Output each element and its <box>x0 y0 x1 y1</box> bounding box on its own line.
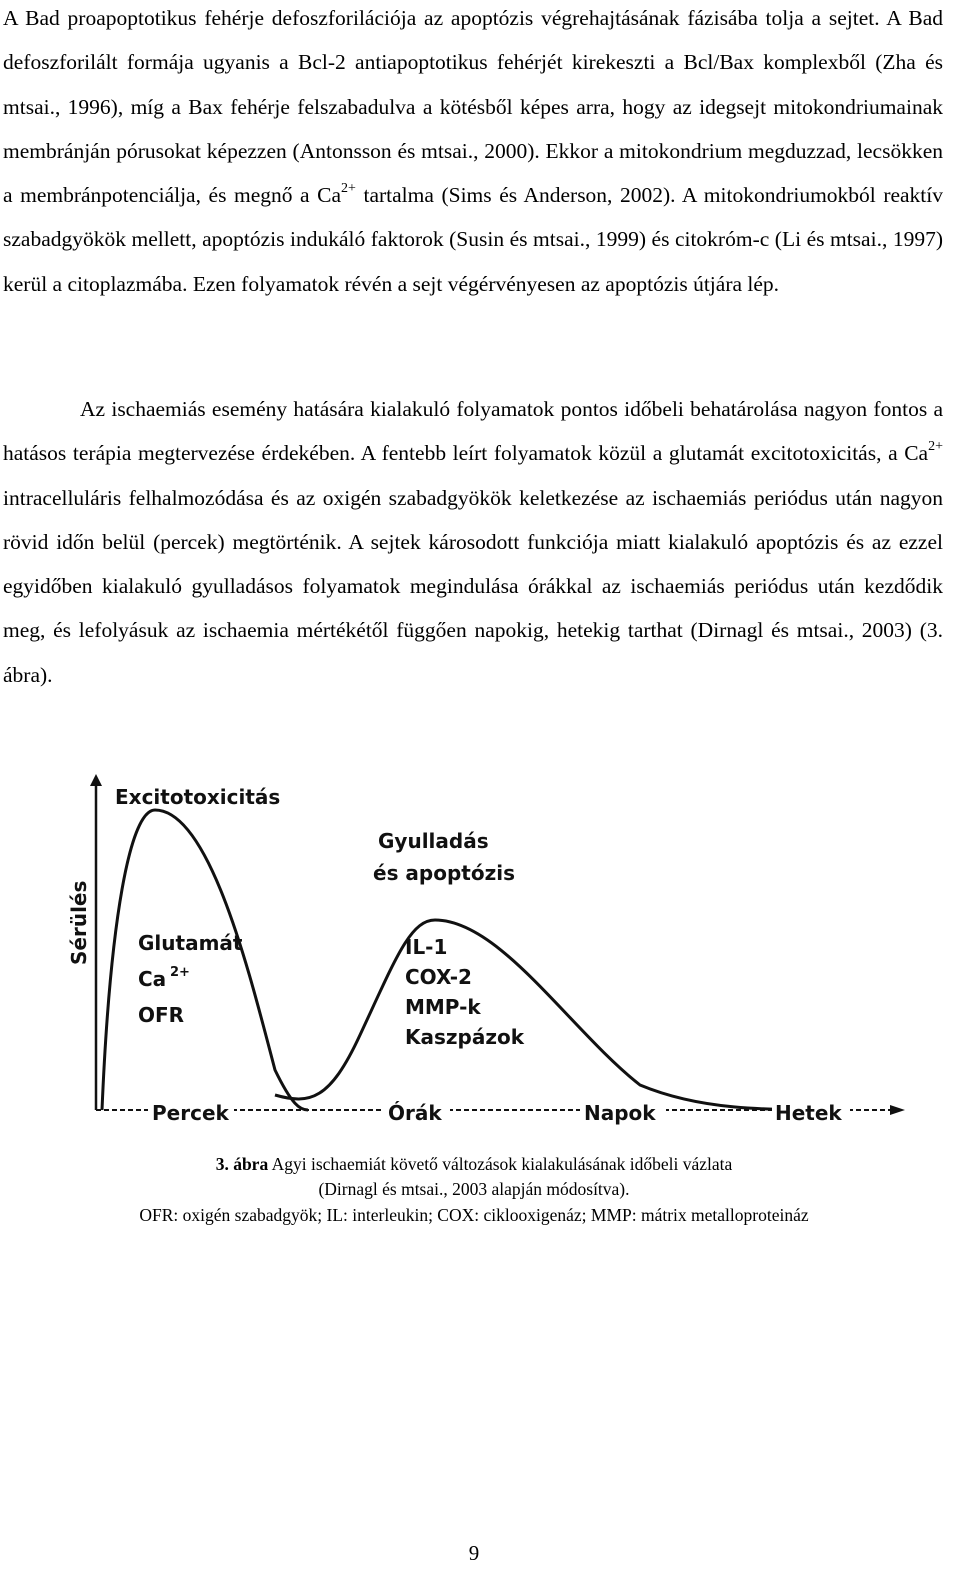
curve1-item-superscript: 2+ <box>170 965 190 980</box>
paragraph-apoptosis <box>3 0 943 306</box>
figure-abbreviations: OFR: oxigén szabadgyök; IL: interleukin; COX: ciklooxigenáz; MMP: mátrix metalloproteináz <box>139 1205 809 1225</box>
figure-source: (Dirnagl és mtsai., 2003 alapján módosítva). <box>318 1179 630 1199</box>
inflammation-curve <box>275 920 850 1110</box>
figure-number: 3. ábra <box>215 1154 269 1174</box>
curve2-title-line1: Gyulladás <box>378 829 489 853</box>
curve1-item-glutamate: Glutamát <box>138 931 243 955</box>
x-label-hours: Órák <box>388 1101 442 1125</box>
paragraph-text: A Bad proapoptotikus fehérje defoszforilációja az apoptózis végrehajtásának fázisába tolja a sejtet. A Bad defoszforilált formája ugyanis a Bcl-2 antiapoptotikus fehérjét kirekeszti a Bcl/Bax komplexből (Zha és mtsai., 1996), míg a Bax fehérje felszabadulva a kötésből képes arra, hogy az idegsejt mitokondriumainak membránján pórusokat képezzen (Antonsson és mtsai., 2000). Ekkor a mitokondrium megduzzad, lecsökken a membránpotenciálja, és megnő a Ca <box>3 6 943 208</box>
y-axis-arrow <box>90 774 102 786</box>
x-label-weeks: Hetek <box>775 1101 842 1125</box>
curve1-item-ofr: OFR <box>138 1003 185 1027</box>
paragraph-text: Az ischaemiás esemény hatására kialakuló folyamatok pontos időbeli behatárolása nagyon fontos a hatásos terápia megtervezése érdekében. A fentebb leírt folyamatok közül a glutamát excitotoxicitás, a Ca <box>3 397 943 466</box>
curve2-item-mmp: MMP-k <box>405 995 481 1019</box>
curve2-item-cox2: COX-2 <box>405 965 472 989</box>
curve1-item-calcium: Ca <box>138 967 167 991</box>
x-label-days: Napok <box>584 1101 656 1125</box>
y-axis-label: Sérülés <box>67 880 91 965</box>
page-number: 9 <box>468 1541 480 1565</box>
x-axis-arrow <box>890 1105 905 1115</box>
curve2-item-caspases: Kaszpázok <box>405 1025 525 1049</box>
figure-caption <box>0 1152 948 1177</box>
excitotoxicity-curve <box>102 810 308 1110</box>
figure-title: Agyi ischaemiát követő változások kialakulásának időbeli vázlata <box>268 1154 733 1174</box>
paragraph-text: intracelluláris felhalmozódása és az oxigén szabadgyökök keletkezése az ischaemiás periódus után nagyon rövid időn belül (percek) megtörténik. A sejtek károsodott funkciója miatt kialakuló apoptózis és az ezzel egyidőben kialakuló gyulladásos folyamatok megindulása órákkal az ischaemiás periódus után kezdődik meg, és lefolyásuk az ischaemia mértékétől függően napokig, hetekig tarthat (Dirnagl és mtsai., 2003) (3. ábra). <box>3 485 943 687</box>
paragraph-ischaemia <box>3 387 943 697</box>
figure-diagram <box>60 770 920 1150</box>
superscript: 2+ <box>341 181 356 197</box>
paragraph-text: tartalma (Sims és Anderson, 2002). A mitokondriumokból reaktív szabadgyökök mellett, apoptózis indukáló faktorok (Susin és mtsai., 1999) és citokróm-c (Li és mtsai., 1997) kerül a citoplazmába. Ezen folyamatok révén a sejt végérvényesen az apoptózis útjára lép. <box>3 183 944 296</box>
curve1-title: Excitotoxicitás <box>115 785 281 809</box>
curve2-item-il1: IL-1 <box>405 935 448 959</box>
figure-ischaemia-timeline <box>60 770 920 1150</box>
superscript: 2+ <box>928 439 943 455</box>
x-label-minutes: Percek <box>152 1101 229 1125</box>
curve2-title-line2: és apoptózis <box>373 861 516 885</box>
